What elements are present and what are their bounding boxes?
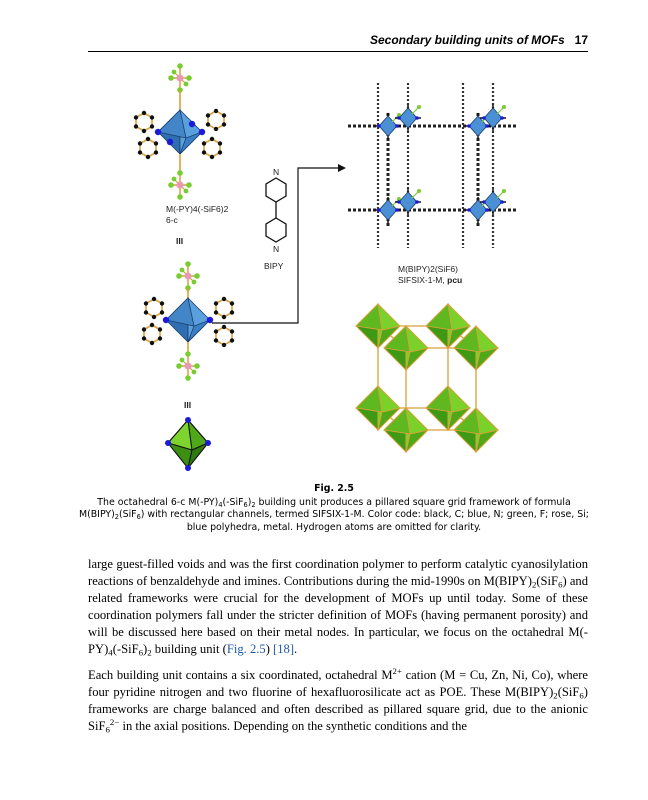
text-run: (SiF xyxy=(536,574,559,589)
caption-text-2: (-SiF xyxy=(222,496,244,508)
page-number: 17 xyxy=(574,33,588,47)
building-unit-polyhedral xyxy=(142,261,234,381)
sub: 6 xyxy=(579,690,584,701)
sup: 2+ xyxy=(392,665,402,676)
text-run: cation (M = Cu, Zn, Ni, Co), where four pyridine nitrogen and two fluorine of hexafluorosilicate act as POE. These M(BIPY) xyxy=(88,667,589,699)
text-run: ) xyxy=(265,642,274,657)
sub: 4 xyxy=(108,648,113,659)
pcu-polyhedral-net xyxy=(356,304,498,452)
caption-sub: 6 xyxy=(243,500,248,509)
sup: 2− xyxy=(109,717,120,727)
figure-2-5 xyxy=(88,58,588,478)
text-run: building unit ( xyxy=(151,642,227,657)
framework-name: SIFSIX-1-M, xyxy=(398,275,445,285)
sub: 2 xyxy=(531,579,537,590)
paragraph-2 xyxy=(88,667,588,735)
caption-sub: 6 xyxy=(136,512,141,521)
text-run: ) and related frameworks were crucial for the development of MOFs up until today. Some of these coordination polymers fall under the stricter definition of MOFs (having permanent porosity) and will be discussed here based on their metal nodes. In particular, we focus on the octahedral M(-PY) xyxy=(88,574,589,657)
paragraph-1 xyxy=(88,556,588,659)
caption-text-5: (SiF xyxy=(118,509,137,520)
equivalence-sign-1: III xyxy=(176,236,184,246)
text-run: (SiF xyxy=(557,684,580,699)
figure-label: Fig. 2.5 xyxy=(314,483,354,494)
text-run: (-SiF xyxy=(112,642,139,657)
framework-formula-label: M(BIPY)2(SiF6) xyxy=(398,264,458,274)
caption-sub: 2 xyxy=(114,512,119,521)
bipy-n-top: N xyxy=(273,167,280,177)
sub: 2 xyxy=(553,690,558,701)
running-header xyxy=(88,33,588,52)
unit-formula-label: M(-PY)4(-SiF6)2 xyxy=(166,204,229,214)
figure-reference-link[interactable]: Fig. 2.5 xyxy=(226,642,266,657)
bipy-structure xyxy=(266,167,286,254)
building-unit-ball-and-stick xyxy=(134,63,226,200)
text-run: ) frameworks are charge balanced and often described as pillared square grid, due to the anionic SiF xyxy=(88,684,588,733)
arrow-head xyxy=(338,164,346,172)
framework-topology: pcu xyxy=(447,275,463,285)
caption-text-6: ) with rectangular channels, termed SIFSIX-1-M. Color code: black, C; blue, N; green, F; rose, Si; blue polyhedra, metal. Hydrogen atoms are omitted for clarity. xyxy=(140,509,589,533)
framework-name-label xyxy=(398,275,462,285)
caption-sub: 4 xyxy=(218,500,223,509)
text-run: ) xyxy=(143,642,148,657)
unit-connectivity-label: 6-c xyxy=(166,215,178,225)
green-octahedron-node xyxy=(165,417,211,471)
text-run: in the axial positions. Depending on the synthetic conditions and the xyxy=(119,718,467,733)
text-run: large guest-filled voids and was the first coordination polymer to perform catalytic cyanosilylation reactions of benzaldehyde and imines. Contributions during the mid-1990s on M(BIPY) xyxy=(88,557,588,589)
text-run: Each building unit contains a six coordinated, octahedral M xyxy=(88,667,393,682)
text-run: . xyxy=(294,642,298,657)
header-title: Secondary building units of MOFs xyxy=(369,33,565,47)
bipy-label: BIPY xyxy=(264,261,284,271)
caption-text-1: The octahedral 6-c M(-PY) xyxy=(97,496,219,508)
equivalence-sign-2: III xyxy=(184,400,192,410)
caption-text-4: building unit produces a pillared square grid framework of formula M(BIPY) xyxy=(79,496,571,520)
body-text xyxy=(88,556,588,743)
figure-illustration xyxy=(88,58,588,478)
figure-caption xyxy=(78,483,590,534)
sub: 6 xyxy=(558,579,563,590)
sub: 2 xyxy=(147,648,152,659)
sub: 6 xyxy=(105,724,110,735)
pillared-grid-framework xyxy=(348,83,518,248)
bipy-n-bottom: N xyxy=(273,244,280,254)
caption-text-3: ) xyxy=(247,496,252,508)
caption-sub: 2 xyxy=(251,500,256,509)
citation-link[interactable]: [18] xyxy=(273,642,295,657)
sub: 6 xyxy=(138,648,144,659)
